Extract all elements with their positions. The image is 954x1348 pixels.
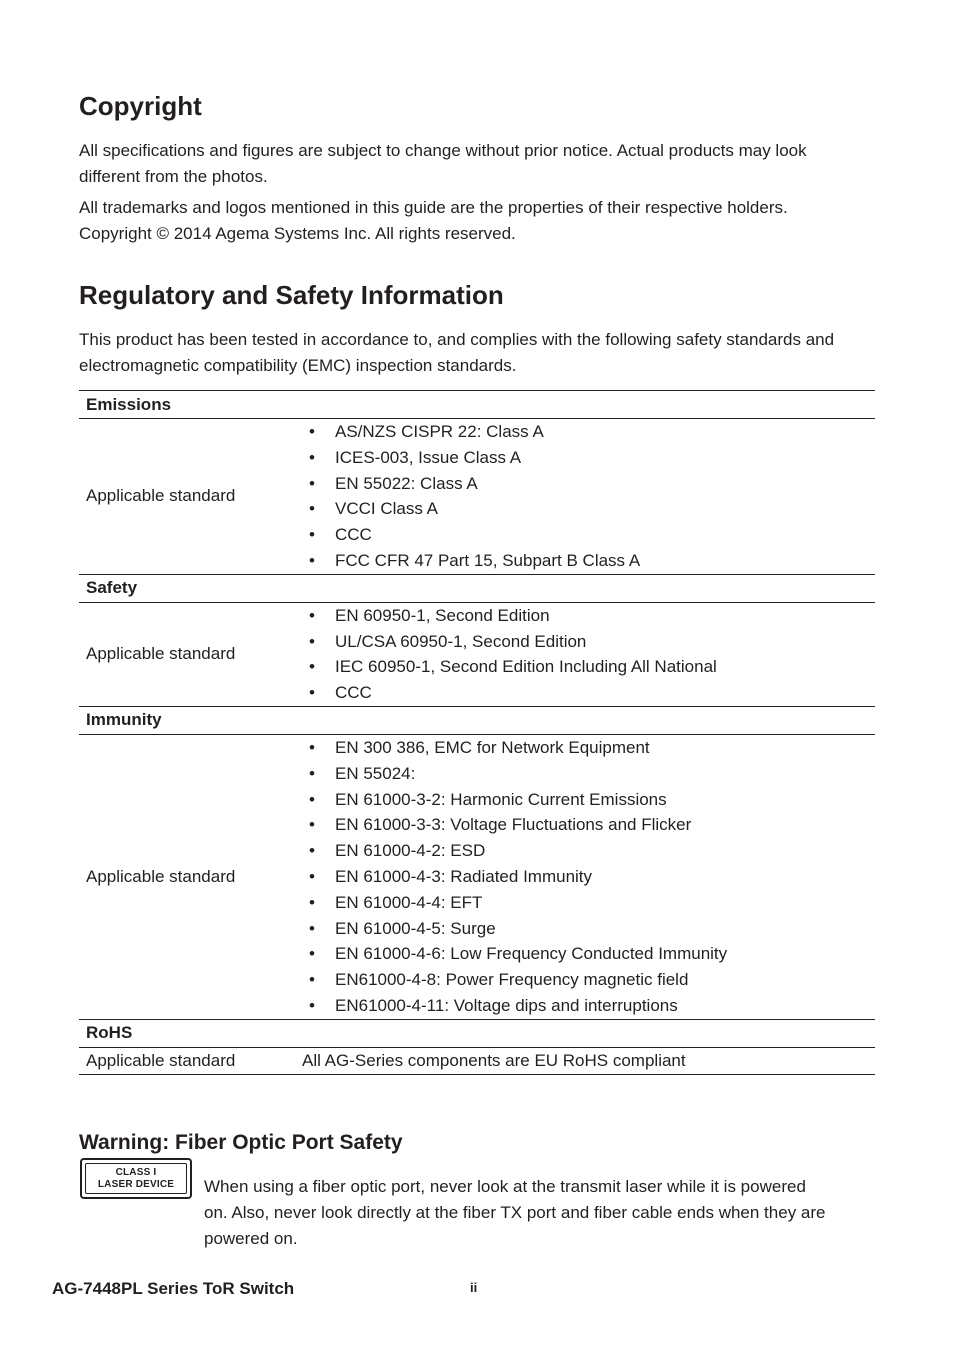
emissions-standards-list (309, 419, 868, 574)
copyright-p2-line-2: Copyright © 2014 Agema Systems Inc. All rights reserved. (79, 224, 516, 243)
category-safety: Safety (79, 574, 875, 602)
list-item: • IEC 60950-1, Second Edition Including All National (309, 654, 868, 680)
list-item: • FCC CFR 47 Part 15, Subpart B Class A (309, 548, 868, 574)
list-item: • ICES-003, Issue Class A (309, 445, 868, 471)
row-label: Applicable standard (86, 644, 236, 664)
list-item: • EN 60950-1, Second Edition (309, 603, 868, 629)
laser-label-line-2: LASER DEVICE (97, 1178, 175, 1190)
warning-line-2: on. Also, never look directly at the fiber TX port and fiber cable ends when they are (204, 1203, 826, 1222)
table-category-row (79, 1019, 875, 1047)
copyright-paragraph-1 (79, 138, 875, 190)
list-item: • EN 61000-4-5: Surge (309, 916, 868, 942)
list-item: • VCCI Class A (309, 496, 868, 522)
regulatory-intro-line-2: electromagnetic compatibility (EMC) inspection standards. (79, 356, 517, 375)
list-item: • EN 61000-4-3: Radiated Immunity (309, 864, 868, 890)
row-label: Applicable standard (86, 866, 236, 886)
safety-standards-list (309, 603, 868, 706)
category-immunity: Immunity (79, 706, 875, 734)
footer-product-name: AG-7448PL Series ToR Switch (52, 1279, 295, 1298)
category-emissions: Emissions (79, 391, 875, 419)
table-row (79, 602, 875, 706)
warning-text (204, 1174, 864, 1252)
list-item: • EN 61000-4-4: EFT (309, 890, 868, 916)
footer-page-number: ii (470, 1280, 478, 1295)
table-category-row (79, 574, 875, 602)
list-item: • EN 300 386, EMC for Network Equipment (309, 735, 868, 761)
standards-table (79, 390, 875, 1075)
immunity-standards-list (309, 735, 868, 1019)
regulatory-intro (79, 327, 875, 379)
table-category-row (79, 706, 875, 734)
warning-line-1: When using a fiber optic port, never look at the transmit laser while it is powered (204, 1177, 806, 1196)
copyright-p1-line-1: All specifications and figures are subject to change without prior notice. Actual products may look (79, 141, 807, 160)
list-item: • EN 55022: Class A (309, 471, 868, 497)
copyright-paragraph-2 (79, 195, 875, 247)
row-label: Applicable standard (79, 1047, 302, 1074)
list-item: • EN 61000-3-2: Harmonic Current Emissions (309, 787, 868, 813)
list-item: • CCC (309, 680, 868, 706)
list-item: • CCC (309, 522, 868, 548)
table-category-row (79, 391, 875, 419)
row-values (302, 734, 875, 1019)
list-item: • AS/NZS CISPR 22: Class A (309, 419, 868, 445)
row-values (302, 602, 875, 706)
rohs-value: All AG-Series components are EU RoHS compliant (302, 1047, 875, 1074)
list-item: • EN 61000-4-2: ESD (309, 838, 868, 864)
category-rohs: RoHS (79, 1019, 875, 1047)
list-item: • EN 61000-4-6: Low Frequency Conducted Immunity (309, 941, 868, 967)
copyright-heading: Copyright (79, 91, 202, 121)
class-1-laser-device-label-icon (80, 1158, 192, 1199)
laser-label-frame (85, 1163, 187, 1194)
table-row (79, 419, 875, 575)
list-item: • EN 55024: (309, 761, 868, 787)
list-item: • EN61000-4-8: Power Frequency magnetic field (309, 967, 868, 993)
row-label: Applicable standard (86, 486, 236, 506)
row-values (302, 419, 875, 575)
copyright-p2-line-1: All trademarks and logos mentioned in this guide are the properties of their respective holders. (79, 198, 788, 217)
regulatory-heading: Regulatory and Safety Information (79, 280, 504, 310)
list-item: • UL/CSA 60950-1, Second Edition (309, 629, 868, 655)
list-item: • EN 61000-3-3: Voltage Fluctuations and Flicker (309, 812, 868, 838)
laser-label-line-1: CLASS I (115, 1166, 157, 1178)
regulatory-intro-line-1: This product has been tested in accordance to, and complies with the following safety standards and (79, 330, 835, 349)
table-row (79, 734, 875, 1019)
warning-heading: Warning: Fiber Optic Port Safety (79, 1131, 403, 1154)
warning-line-3: powered on. (204, 1229, 298, 1248)
copyright-p1-line-2: different from the photos. (79, 167, 268, 186)
list-item: • EN61000-4-11: Voltage dips and interruptions (309, 993, 868, 1019)
table-row (79, 1047, 875, 1074)
